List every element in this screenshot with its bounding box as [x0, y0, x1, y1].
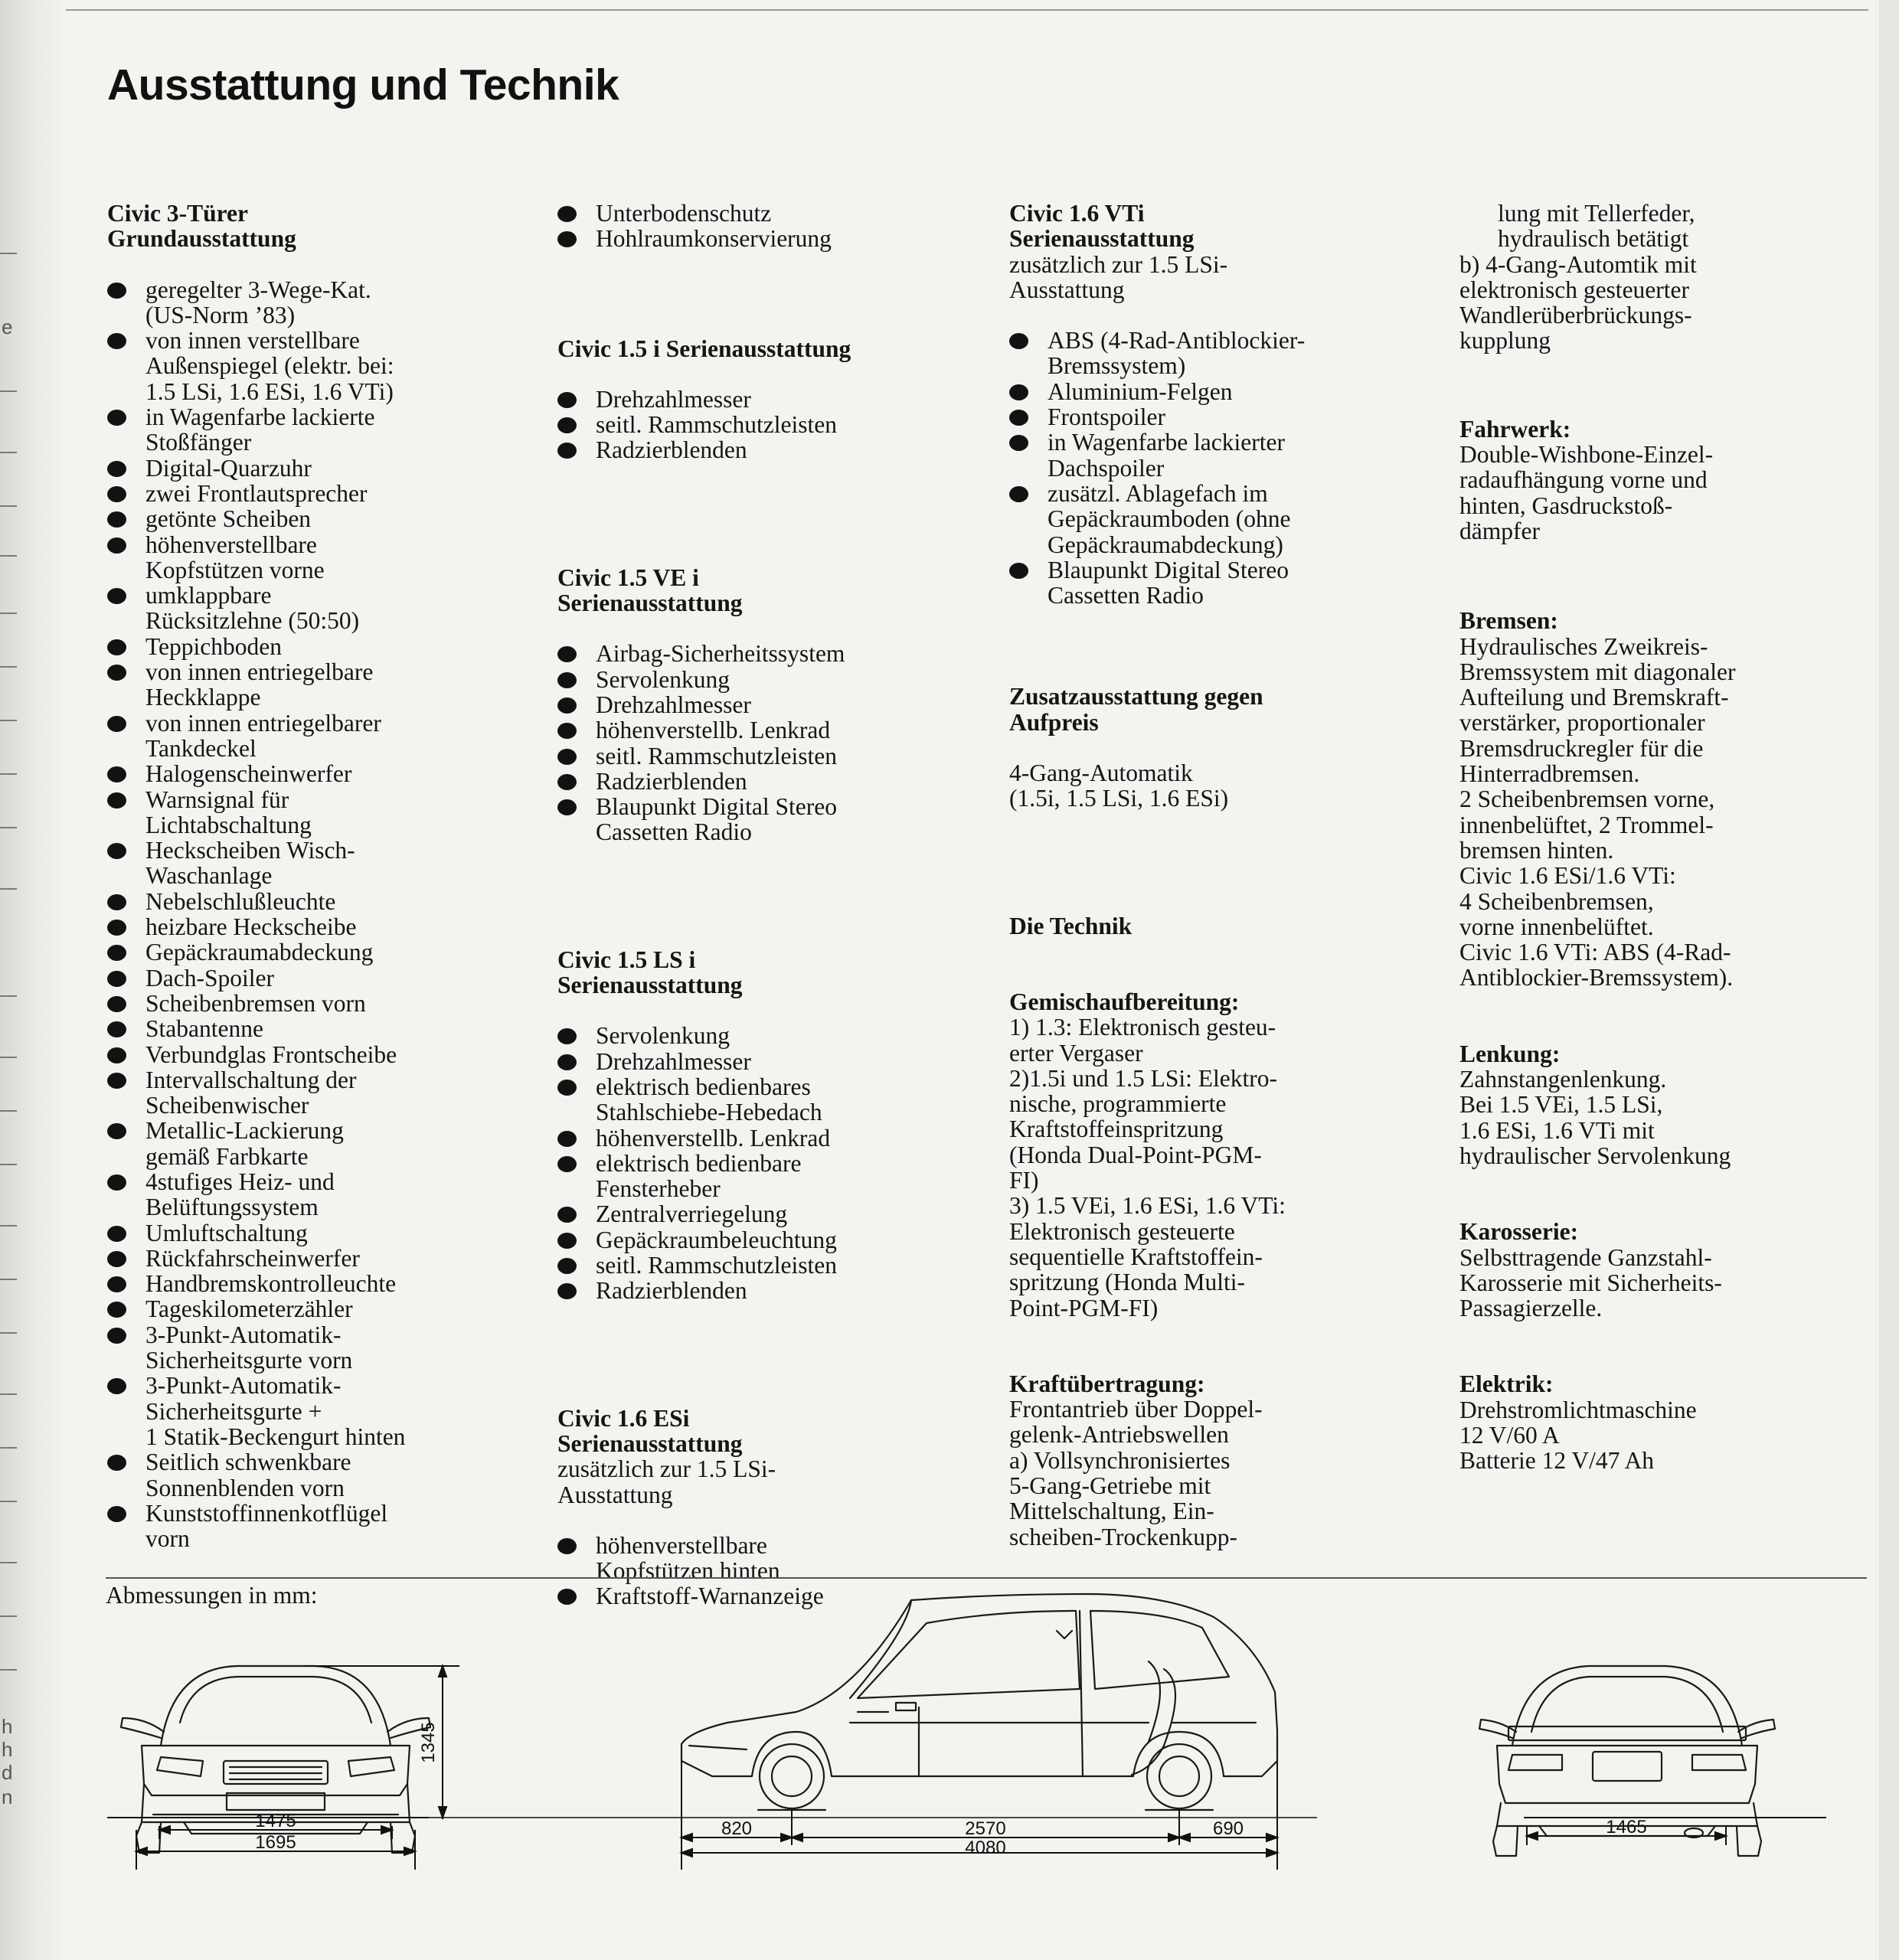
text-line: Drehstromlichtmaschine — [1459, 1396, 1697, 1423]
list-item-line: Intervallschaltung der — [145, 1066, 357, 1093]
spine-letter: e — [2, 315, 13, 338]
list-item-line: Scheibenbremsen vorn — [145, 989, 366, 1017]
list-item-line: umklappbare — [145, 582, 272, 609]
list-item-line: in Wagenfarbe lackierter — [1048, 429, 1285, 456]
list-item-line: Sonnenblenden vorn — [145, 1474, 345, 1501]
text-line: (1.5i, 1.5 LSi, 1.6 ESi) — [1009, 785, 1229, 812]
text-line: 12 V/60 A — [1459, 1421, 1560, 1449]
text-line: FI) — [1009, 1167, 1039, 1194]
list-item-line: Tankdeckel — [145, 734, 257, 762]
list-item-line: Kraftstoff-Warnanzeige — [596, 1583, 824, 1610]
list-item-line: Digital-Quarzuhr — [145, 454, 312, 482]
list-item-line: Gepäckraumbeleuchtung — [596, 1226, 837, 1253]
list-item-line: Kopfstützen hinten — [596, 1557, 780, 1585]
list-item-line: Teppichboden — [145, 632, 282, 660]
text-line: Serienausstattung — [557, 1429, 743, 1457]
list-item-line: Drehzahlmesser — [596, 691, 751, 718]
list-item-line: 3-Punkt-Automatik- — [145, 1321, 342, 1348]
dim-rear-overhang: 690 — [1212, 1818, 1244, 1839]
list-item-line: getönte Scheiben — [145, 505, 312, 533]
list-item-line: Rückfahrscheinwerfer — [145, 1244, 360, 1272]
list-item-line: Zentralverriegelung — [596, 1200, 788, 1228]
dim-wheelbase: 2570 — [965, 1818, 1006, 1839]
text-line: Civic 1.6 ESi — [557, 1404, 690, 1432]
section-heading: Kraftübertragung: — [1009, 1370, 1205, 1397]
section-heading: Karosserie: — [1459, 1218, 1579, 1246]
list-item-line: Heckscheiben Wisch- — [145, 837, 355, 864]
text-line: vorne innenbelüftet. — [1459, 913, 1654, 940]
list-item-line: Belüftungssystem — [145, 1194, 319, 1221]
list-item-line: elektrisch bedienbare — [596, 1149, 802, 1177]
text-line: Bremssystem mit diagonaler — [1459, 658, 1736, 685]
dim-length: 4080 — [965, 1838, 1006, 1858]
text-line: Hinterradbremsen. — [1459, 760, 1640, 788]
text-line: hinten, Gasdruckstoß- — [1459, 492, 1673, 519]
text-line: Civic 1.6 ESi/1.6 VTi: — [1459, 862, 1676, 890]
list-item-line: Kopfstützen vorne — [145, 556, 325, 583]
text-line: nische, programmierte — [1009, 1090, 1227, 1118]
list-item-line: Airbag-Sicherheitssystem — [596, 640, 845, 668]
list-item-line: Nebelschlußleuchte — [145, 887, 336, 915]
list-item-line: zusätzl. Ablagefach im — [1048, 479, 1268, 507]
list-item-line: Radzierblenden — [596, 436, 747, 464]
text-line: 1) 1.3: Elektronisch gesteu- — [1009, 1014, 1276, 1041]
section-heading: Fahrwerk: — [1459, 415, 1571, 443]
text-line: hydraulischer Servolenkung — [1459, 1142, 1731, 1169]
dim-front-overhang: 820 — [721, 1818, 753, 1839]
page-title: Ausstattung und Technik — [107, 60, 619, 109]
list-item-line: Bremssystem) — [1048, 352, 1186, 380]
text-line: bremsen hinten. — [1459, 836, 1614, 864]
text-line: Kraftstoffeinspritzung — [1009, 1116, 1224, 1143]
text-line: sequentielle Kraftstoffein- — [1009, 1243, 1263, 1270]
list-item-line: ABS (4-Rad-Antiblockier- — [1048, 327, 1306, 354]
text-line: 4-Gang-Automatik — [1009, 760, 1193, 787]
text-line: (Honda Dual-Point-PGM- — [1009, 1141, 1262, 1168]
list-item-line: Cassetten Radio — [596, 818, 752, 846]
dim-front-width: 1695 — [255, 1832, 296, 1853]
text-line: elektronisch gesteuerter — [1459, 276, 1689, 303]
list-item-line: höhenverstellbare — [596, 1531, 767, 1559]
dim-front-track: 1475 — [255, 1811, 296, 1831]
text-line: Bei 1.5 VEi, 1.5 LSi, — [1459, 1091, 1663, 1119]
list-item-line: Kunststoffinnenkotflügel — [145, 1499, 388, 1527]
list-item-line: Radzierblenden — [596, 767, 747, 795]
text-line: Civic 1.6 VTi: ABS (4-Rad- — [1459, 939, 1731, 966]
list-item-line: heizbare Heckscheibe — [145, 913, 357, 941]
text-line: 5-Gang-Getriebe mit — [1009, 1472, 1211, 1499]
list-item-line: Verbundglas Frontscheibe — [145, 1040, 397, 1068]
list-item-line: Gepäckraumabdeckung — [145, 939, 374, 966]
text-line: Zahnstangenlenkung. — [1459, 1066, 1667, 1093]
side-view-drawing — [681, 1594, 1277, 1810]
text-line: 3) 1.5 VEi, 1.6 ESi, 1.6 VTi: — [1009, 1192, 1286, 1220]
list-item-line: Seitlich schwenkbare — [145, 1449, 351, 1476]
list-item-line: 1.5 LSi, 1.6 ESi, 1.6 VTi) — [145, 377, 394, 405]
list-item-line: Dach-Spoiler — [145, 964, 274, 991]
text-line: kupplung — [1459, 327, 1551, 354]
list-item-line: Aluminium-Felgen — [1048, 377, 1233, 405]
text-line: Aufteilung und Bremskraft- — [1459, 684, 1729, 711]
text-line: Hydraulisches Zweikreis- — [1459, 632, 1708, 660]
list-item-line: elektrisch bedienbares — [596, 1073, 811, 1100]
text-line: zusätzlich zur 1.5 LSi- — [557, 1455, 776, 1483]
text-line: Bremsdruckregler für die — [1459, 734, 1704, 762]
text-line: Zusatzausstattung gegen — [1009, 683, 1263, 710]
text-line: hydraulisch betätigt — [1498, 225, 1689, 253]
list-item-line: Blaupunkt Digital Stereo — [1048, 556, 1289, 583]
text-line: 2)1.5i und 1.5 LSi: Elektro- — [1009, 1064, 1277, 1092]
list-item-line: Lichtabschaltung — [145, 811, 312, 838]
text-line: Mittelschaltung, Ein- — [1009, 1498, 1214, 1525]
text-line: dämpfer — [1459, 517, 1540, 544]
list-item-line: Metallic-Lackierung — [145, 1117, 344, 1145]
text-line: radaufhängung vorne und — [1459, 466, 1708, 494]
list-item-line: Halogenscheinwerfer — [145, 760, 352, 788]
text-line: Civic 1.5 VE i — [557, 564, 699, 591]
list-item-line: Warnsignal für — [145, 786, 289, 813]
text-line: Antiblockier-Bremssystem). — [1459, 964, 1734, 991]
section-heading: Bremsen: — [1459, 607, 1558, 635]
list-item-line: (US-Norm ’83) — [145, 301, 296, 328]
text-line: Karosserie mit Sicherheits- — [1459, 1269, 1722, 1296]
list-item-line: von innen verstellbare — [145, 327, 360, 354]
list-item-line: zwei Frontlautsprecher — [145, 479, 368, 507]
section-heading: Elektrik: — [1459, 1370, 1554, 1398]
text-line: Elektronisch gesteuerte — [1009, 1217, 1235, 1245]
list-item-line: höhenverstellb. Lenkrad — [596, 1124, 831, 1152]
list-item-line: Außenspiegel (elektr. bei: — [145, 352, 394, 380]
spine-letter: d — [2, 1761, 13, 1784]
text-line: Ausstattung — [557, 1481, 673, 1508]
list-item-line: Sicherheitsgurte vorn — [145, 1347, 353, 1374]
spine-letter: h — [2, 1738, 13, 1761]
list-item-line: von innen entriegelbarer — [145, 709, 381, 737]
list-item-line: gemäß Farbkarte — [145, 1142, 309, 1170]
list-item-line: Radzierblenden — [596, 1277, 747, 1305]
spine-letter: n — [2, 1785, 13, 1808]
text-line: scheiben-Trockenkupp- — [1009, 1523, 1238, 1550]
list-item-line: Drehzahlmesser — [596, 385, 751, 413]
text-line: lung mit Tellerfeder, — [1498, 200, 1695, 227]
text-line: verstärker, proportionaler — [1459, 709, 1705, 737]
list-item-line: 3-Punkt-Automatik- — [145, 1372, 342, 1400]
text-line: Aufpreis — [1009, 708, 1099, 736]
list-item-line: 4stufiges Heiz- und — [145, 1168, 335, 1195]
list-item-line: 1 Statik-Beckengurt hinten — [145, 1423, 406, 1450]
technik-heading: Die Technik — [1009, 912, 1133, 939]
text-line: Selbsttragende Ganzstahl- — [1459, 1243, 1712, 1271]
list-item-line: höhenverstellbare — [145, 531, 317, 558]
text-line: gelenk-Antriebswellen — [1009, 1421, 1229, 1449]
list-item-line: Servolenkung — [596, 1022, 730, 1050]
list-item-line: Gepäckraumboden (ohne — [1048, 505, 1291, 533]
dim-height: 1345 — [418, 1722, 439, 1763]
list-item-line: seitl. Rammschutzleisten — [596, 1252, 837, 1279]
text-line: a) Vollsynchronisiertes — [1009, 1446, 1231, 1474]
text-line: innenbelüftet, 2 Trommel- — [1459, 811, 1714, 838]
list-item-line: geregelter 3-Wege-Kat. — [145, 276, 371, 303]
text-line: Wandlerüberbrückungs- — [1459, 302, 1692, 329]
list-item-line: Gepäckraumabdeckung) — [1048, 531, 1283, 558]
list-item-line: Servolenkung — [596, 665, 730, 693]
list-item-line: Cassetten Radio — [1048, 582, 1204, 609]
text-line: 1.6 ESi, 1.6 VTi mit — [1459, 1116, 1655, 1144]
list-item-line: Sicherheitsgurte + — [145, 1397, 322, 1425]
list-item-line: Rücksitzlehne (50:50) — [145, 607, 360, 635]
dim-rear-track: 1465 — [1606, 1817, 1647, 1838]
text-line: b) 4-Gang-Automtik mit — [1459, 250, 1697, 278]
text-line: Batterie 12 V/47 Ah — [1459, 1447, 1655, 1475]
text-line: 4 Scheibenbremsen, — [1459, 887, 1654, 915]
list-item-line: Heckklappe — [145, 684, 261, 711]
list-item-line: Stabantenne — [145, 1015, 263, 1043]
list-item-line: Frontspoiler — [1048, 403, 1165, 431]
text-line: erter Vergaser — [1009, 1039, 1143, 1067]
text-line: Ausstattung — [1009, 276, 1125, 303]
text-line: Civic 3-Türer — [107, 200, 249, 227]
text-line: Point-PGM-FI) — [1009, 1294, 1159, 1321]
list-item-line: Dachspoiler — [1048, 454, 1165, 482]
text-line: Frontantrieb über Doppel- — [1009, 1396, 1263, 1423]
section-heading: Lenkung: — [1459, 1040, 1561, 1067]
text-line: Civic 1.5 i Serienausstattung — [557, 335, 851, 362]
list-item-line: vorn — [145, 1525, 190, 1553]
text-line: 2 Scheibenbremsen vorne, — [1459, 786, 1715, 813]
list-item-line: in Wagenfarbe lackierte — [145, 403, 375, 431]
list-item-line: seitl. Rammschutzleisten — [596, 742, 837, 769]
spine-letter: h — [2, 1715, 13, 1738]
list-item-line: Umluftschaltung — [145, 1219, 308, 1246]
text-line: Serienausstattung — [557, 972, 743, 999]
list-item-line: Waschanlage — [145, 862, 273, 890]
text-line: zusätzlich zur 1.5 LSi- — [1009, 250, 1228, 278]
list-item-line: Unterbodenschutz — [596, 200, 772, 227]
list-item-line: von innen entriegelbare — [145, 658, 374, 686]
text-line: Serienausstattung — [1009, 225, 1195, 253]
list-item-line: Hohlraumkonservierung — [596, 225, 832, 253]
list-item-line: Tageskilometerzähler — [145, 1295, 353, 1323]
list-item-line: Drehzahlmesser — [596, 1047, 751, 1075]
section-heading: Gemischaufbereitung: — [1009, 988, 1240, 1015]
text-line: Double-Wishbone-Einzel- — [1459, 441, 1714, 469]
text-line: Serienausstattung — [557, 590, 743, 617]
text-line: Civic 1.5 LS i — [557, 946, 696, 973]
list-item-line: Stoßfänger — [145, 429, 252, 456]
list-item-line: Blaupunkt Digital Stereo — [596, 793, 837, 821]
list-item-line: Stahlschiebe-Hebedach — [596, 1099, 822, 1126]
list-item-line: Handbremskontrolleuchte — [145, 1270, 397, 1298]
list-item-line: höhenverstellb. Lenkrad — [596, 717, 831, 744]
list-item-line: Fensterheber — [596, 1175, 721, 1203]
text-line: Passagierzelle. — [1459, 1295, 1603, 1322]
dimensions-label: Abmessungen in mm: — [106, 1577, 1867, 1609]
list-item-line: Scheibenwischer — [145, 1092, 309, 1119]
text-line: spritzung (Honda Multi- — [1009, 1269, 1245, 1296]
text-line: Civic 1.6 VTi — [1009, 200, 1145, 227]
list-item-line: seitl. Rammschutzleisten — [596, 411, 837, 439]
text-line: Grundausstattung — [107, 225, 296, 253]
